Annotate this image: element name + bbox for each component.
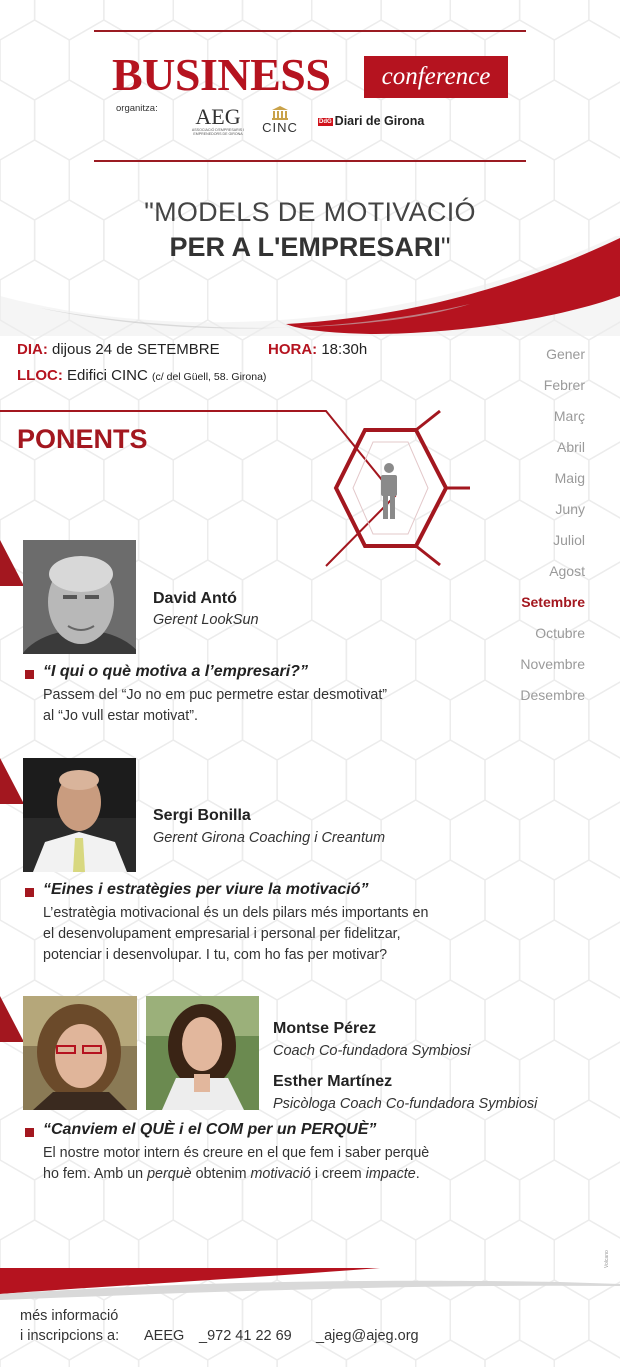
talk-description — [43, 1143, 429, 1185]
cinc-building-icon — [270, 106, 290, 120]
month-list — [500, 346, 585, 718]
background-hexagon — [485, 740, 554, 820]
background-hexagon — [554, 1100, 620, 1180]
red-corner-ribbon — [0, 996, 24, 1042]
background-hexagon — [277, 1340, 346, 1367]
background-hexagon — [589, 1040, 620, 1120]
background-hexagon — [312, 0, 381, 40]
background-hexagon — [35, 80, 104, 160]
header-top-rule — [94, 30, 526, 32]
event-title-closing-quote: " — [440, 232, 451, 262]
speaker-role: Coach Co-fundadora Symbiosi — [273, 1043, 471, 1059]
event-location — [17, 367, 266, 384]
month-item: Abril — [556, 439, 585, 455]
background-hexagon — [346, 740, 415, 820]
background-hexagon — [416, 740, 485, 820]
month-item: Març — [553, 408, 585, 424]
talk-title: “Eines i estratègies per viure la motivació” — [43, 881, 369, 898]
ponents-heading: PONENTS — [17, 424, 148, 454]
credit-text: Volcano — [604, 1250, 610, 1268]
diari-logo-mark: DdG — [319, 119, 332, 125]
background-hexagon — [0, 680, 35, 760]
aeeg-logo — [190, 106, 246, 136]
background-hexagon — [450, 800, 519, 880]
talk-description-line — [43, 1164, 429, 1185]
background-hexagon — [381, 0, 450, 40]
talk-description-line: potenciar i desenvolupar. I tu, com ho fas per motivar? — [43, 947, 388, 963]
header-bottom-rule — [94, 160, 526, 162]
red-swoosh-divider — [0, 236, 620, 336]
event-time — [268, 341, 367, 358]
text-run-italic: motivació — [250, 1166, 311, 1182]
background-hexagon — [589, 560, 620, 640]
background-hexagon — [0, 80, 35, 160]
speaker-name: Sergi Bonilla — [153, 807, 251, 824]
background-hexagon — [520, 920, 589, 1000]
background-hexagon — [589, 440, 620, 520]
text-run: . — [415, 1166, 420, 1182]
talk-title: “I qui o què motiva a l’empresari?” — [43, 663, 308, 680]
month-item: Desembre — [520, 687, 585, 703]
speaker-name: Montse Pérez — [273, 1020, 377, 1037]
contact-email[interactable]: _ajeg@ajeg.org — [316, 1328, 419, 1344]
talk-description — [43, 685, 387, 727]
background-hexagon — [208, 1340, 277, 1367]
background-hexagon — [139, 1340, 208, 1367]
background-hexagon — [589, 0, 620, 40]
background-hexagon — [485, 980, 554, 1060]
event-title-bold: PER A L'EMPRESARI — [169, 232, 441, 262]
talk-description-line: el desenvolupament empresarial i personal per fidelitzar, — [43, 926, 401, 942]
text-run: obtenim — [191, 1166, 251, 1182]
speaker-photo-david-anto — [23, 540, 136, 654]
aeeg-logo-mark: AEG — [195, 104, 241, 129]
talk-description-line: L’estratègia motivacional és un dels pilars més importants en — [43, 905, 429, 921]
background-hexagon — [0, 20, 69, 100]
background-hexagon — [554, 860, 620, 940]
red-corner-ribbon — [0, 540, 24, 586]
speaker-name: David Antó — [153, 590, 237, 607]
background-hexagon — [554, 20, 620, 100]
cinc-logo — [258, 106, 302, 135]
month-item: Novembre — [520, 656, 585, 672]
text-run-italic: impacte — [365, 1166, 416, 1182]
background-hexagon — [0, 0, 35, 40]
background-hexagon — [381, 560, 450, 640]
month-item: Juny — [555, 501, 585, 517]
background-hexagon — [0, 1160, 35, 1240]
organizer-name: AEEG — [144, 1328, 185, 1344]
background-hexagon — [104, 0, 173, 40]
talk-title: “Canviem el QUÈ i el COM per un PERQUÈ” — [43, 1121, 377, 1138]
month-item: Gener — [546, 346, 585, 362]
background-hexagon — [589, 680, 620, 760]
background-hexagon — [589, 1160, 620, 1240]
aeeg-logo-subtitle: ASSOCIACIÓ D'EMPRESARIS I EMPRENEDORS DE GIRONA — [191, 128, 245, 136]
month-item: Febrer — [543, 377, 585, 393]
event-title-line1: "MODELS DE MOTIVACIÓ — [144, 197, 476, 227]
background-hexagon — [554, 1340, 620, 1367]
background-hexagon — [589, 80, 620, 160]
talk-description-line: El nostre motor intern és creure en el que fem i saber perquè — [43, 1145, 430, 1161]
talk-description — [43, 903, 452, 966]
background-hexagon — [485, 1100, 554, 1180]
background-hexagon — [35, 0, 104, 40]
month-item: Agost — [549, 563, 585, 579]
talk-description-line: Passem del “Jo no em puc permetre estar desmotivat” — [43, 687, 388, 703]
portrait-image — [23, 996, 137, 1110]
bullet-square — [25, 1128, 34, 1137]
month-item: Juliol — [553, 532, 585, 548]
text-run: i creem — [310, 1166, 366, 1182]
brand-wordmark: BUSINESS — [112, 49, 331, 100]
month-item: Maig — [554, 470, 585, 486]
speaker-role: Gerent LookSun — [153, 612, 259, 628]
background-hexagon — [520, 0, 589, 40]
speaker-photo-esther-martinez — [146, 996, 259, 1110]
time-label: HORA: — [268, 341, 318, 358]
background-hexagon — [416, 620, 485, 700]
background-hexagon — [243, 0, 312, 40]
speaker-name: Esther Martínez — [273, 1073, 393, 1090]
background-hexagon — [554, 740, 620, 820]
diari-logo-text: Diari de Girona — [334, 114, 425, 128]
text-run-italic: perquè — [147, 1166, 192, 1182]
bullet-square — [25, 888, 34, 897]
portrait-image — [23, 758, 136, 872]
background-hexagon — [450, 0, 519, 40]
background-hexagon — [312, 560, 381, 640]
background-hexagon — [416, 1340, 485, 1367]
background-hexagon — [485, 860, 554, 940]
background-hexagon — [589, 920, 620, 1000]
date-value: dijous 24 de SETEMBRE — [52, 341, 220, 358]
contact-phone[interactable]: _972 41 22 69 — [199, 1328, 292, 1344]
location-detail: (c/ del Güell, 58. Girona) — [152, 371, 267, 383]
brand-badge: conference — [364, 56, 508, 98]
location-label: LLOC: — [17, 367, 63, 384]
background-hexagon — [0, 1340, 69, 1367]
background-hexagon — [450, 920, 519, 1000]
organizer-label: organitza: — [116, 103, 158, 114]
bullet-square — [25, 670, 34, 679]
time-value: 18:30h — [321, 341, 368, 358]
background-hexagon — [520, 800, 589, 880]
background-hexagon — [173, 0, 242, 40]
speaker-role: Gerent Girona Coaching i Creantum — [153, 830, 386, 846]
month-item-active: Setembre — [521, 594, 585, 610]
person-icon — [381, 463, 397, 519]
footer-red-band — [0, 1268, 620, 1308]
background-hexagon — [589, 800, 620, 880]
background-hexagon — [520, 1160, 589, 1240]
red-corner-ribbon — [0, 758, 24, 804]
date-label: DIA: — [17, 341, 48, 358]
month-item: Octubre — [535, 625, 585, 641]
background-hexagon — [381, 800, 450, 880]
more-info-label: més informació — [20, 1308, 119, 1324]
speaker-photo-montse-perez — [23, 996, 137, 1110]
text-run: ho fem. Amb un — [43, 1166, 148, 1182]
speaker-role: Psicòloga Coach Co-fundadora Symbiosi — [273, 1096, 538, 1112]
portrait-image — [146, 996, 259, 1110]
background-hexagon — [485, 1340, 554, 1367]
location-value: Edifici CINC — [67, 367, 148, 384]
background-hexagon — [243, 560, 312, 640]
background-hexagon — [381, 680, 450, 760]
diari-de-girona-logo — [318, 114, 424, 128]
talk-description-line: al “Jo vull estar motivat”. — [43, 708, 198, 724]
background-hexagon — [450, 1160, 519, 1240]
background-hexagon — [520, 80, 589, 160]
background-hexagon — [69, 1340, 138, 1367]
event-date — [17, 341, 220, 358]
cinc-logo-text: CINC — [262, 120, 298, 135]
background-hexagon — [277, 740, 346, 820]
background-hexagon — [554, 980, 620, 1060]
registration-label: i inscripcions a: — [20, 1328, 120, 1344]
background-hexagon — [0, 920, 35, 1000]
portrait-image — [23, 540, 136, 654]
speaker-photo-sergi-bonilla — [23, 758, 136, 872]
background-hexagon — [346, 1340, 415, 1367]
